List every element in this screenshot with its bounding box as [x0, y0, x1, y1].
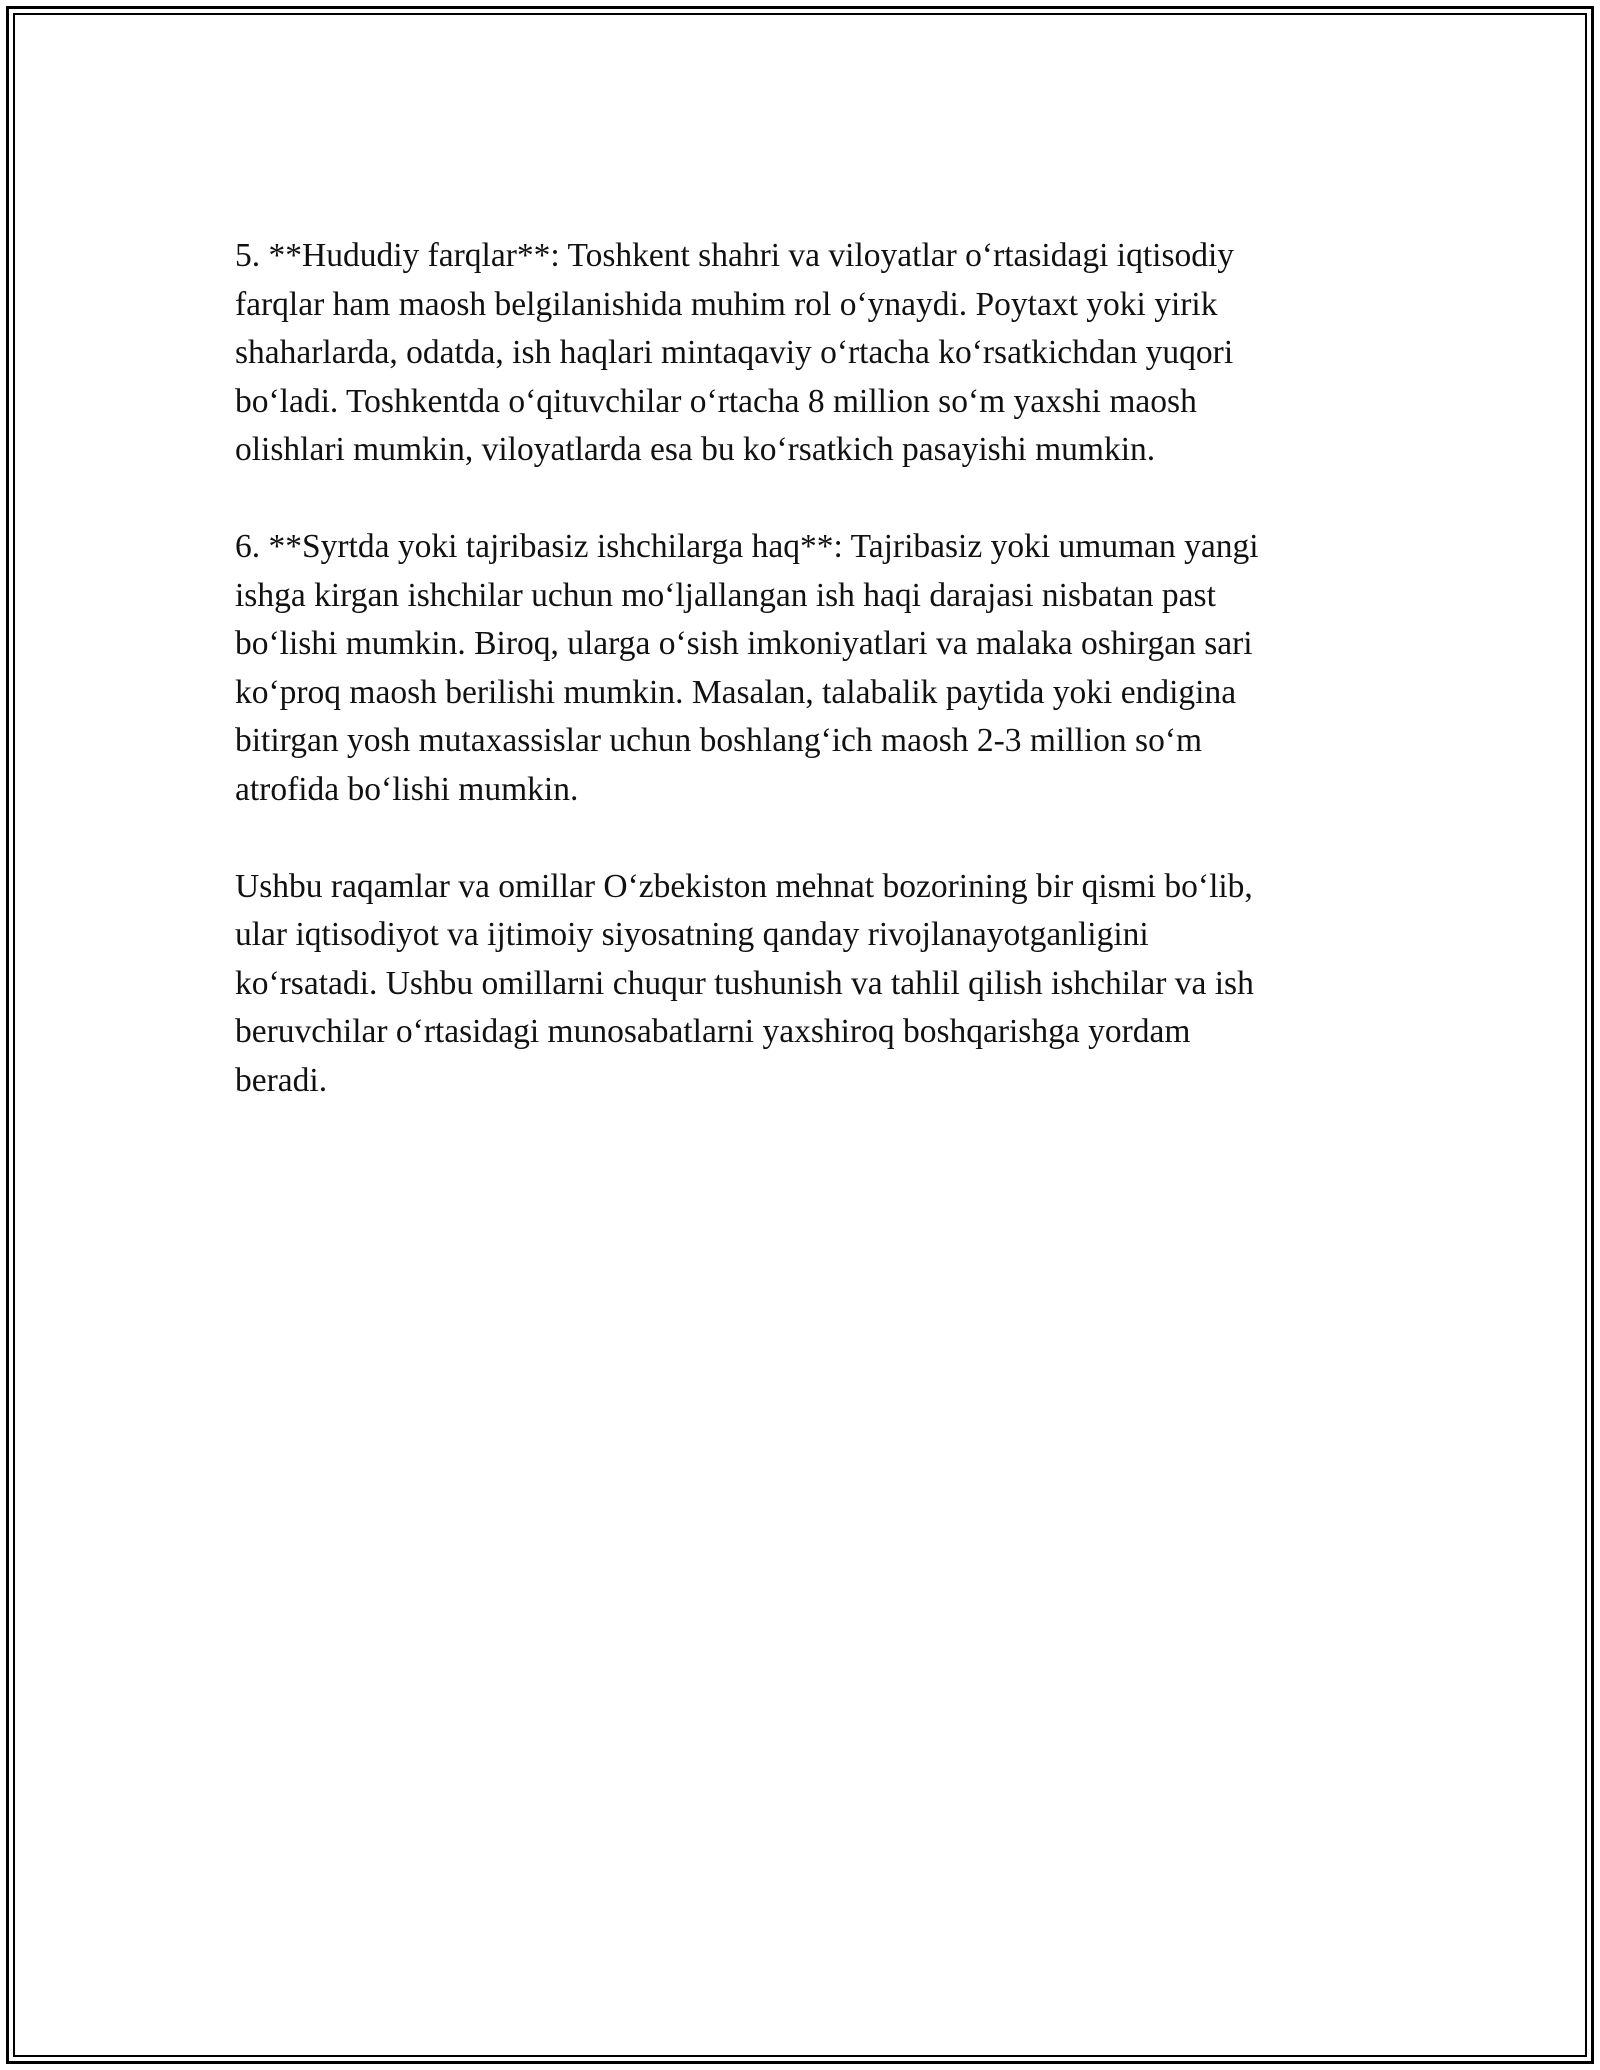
text-line: koʻproq maosh berilishi mumkin. Masalan, talabalik paytida yoki endigina	[235, 673, 1237, 711]
text-line: farqlar ham maosh belgilanishida muhim rol oʻynaydi. Poytaxt yoki yirik	[235, 285, 1218, 323]
paragraph-inexperienced-workers	[235, 523, 1375, 814]
text-line: shaharlarda, odatda, ish haqlari mintaqaviy oʻrtacha koʻrsatkichdan yuqori	[235, 334, 1234, 371]
text-line: boʻlishi mumkin. Biroq, ularga oʻsish imkoniyatlari va malaka oshirgan sari	[235, 625, 1253, 662]
text-line: ishga kirgan ishchilar uchun moʻljallangan ish haqi darajasi nisbatan past	[235, 576, 1216, 614]
text-line: 6. **Syrtda yoki tajribasiz ishchilarga haq**: Tajribasiz yoki umuman yangi	[235, 528, 1259, 565]
paragraph-regional-differences	[235, 232, 1375, 475]
text-line: beradi.	[235, 1061, 328, 1099]
text-line: koʻrsatadi. Ushbu omillarni chuqur tushunish va tahlil qilish ishchilar va ish	[235, 964, 1254, 1002]
text-line: beruvchilar oʻrtasidagi munosabatlarni yaxshiroq boshqarishga yordam	[235, 1013, 1191, 1050]
paragraph-conclusion	[235, 863, 1375, 1106]
text-line: 5. **Hududiy farqlar**: Toshkent shahri va viloyatlar oʻrtasidagi iqtisodiy	[235, 237, 1235, 274]
text-line: bitirgan yosh mutaxassislar uchun boshlangʻich maosh 2-3 million soʻm	[235, 722, 1203, 759]
text-line: atrofida boʻlishi mumkin.	[235, 770, 579, 808]
text-line: boʻladi. Toshkentda oʻqituvchilar oʻrtacha 8 million soʻm yaxshi maosh	[235, 382, 1197, 420]
text-line: Ushbu raqamlar va omillar Oʻzbekiston mehnat bozorining bir qismi boʻlib,	[235, 867, 1253, 905]
text-line: olishlari mumkin, viloyatlarda esa bu koʻrsatkich pasayishi mumkin.	[235, 431, 1156, 468]
document-body	[235, 232, 1375, 1154]
text-line: ular iqtisodiyot va ijtimoiy siyosatning qanday rivojlanayotganligini	[235, 916, 1149, 953]
